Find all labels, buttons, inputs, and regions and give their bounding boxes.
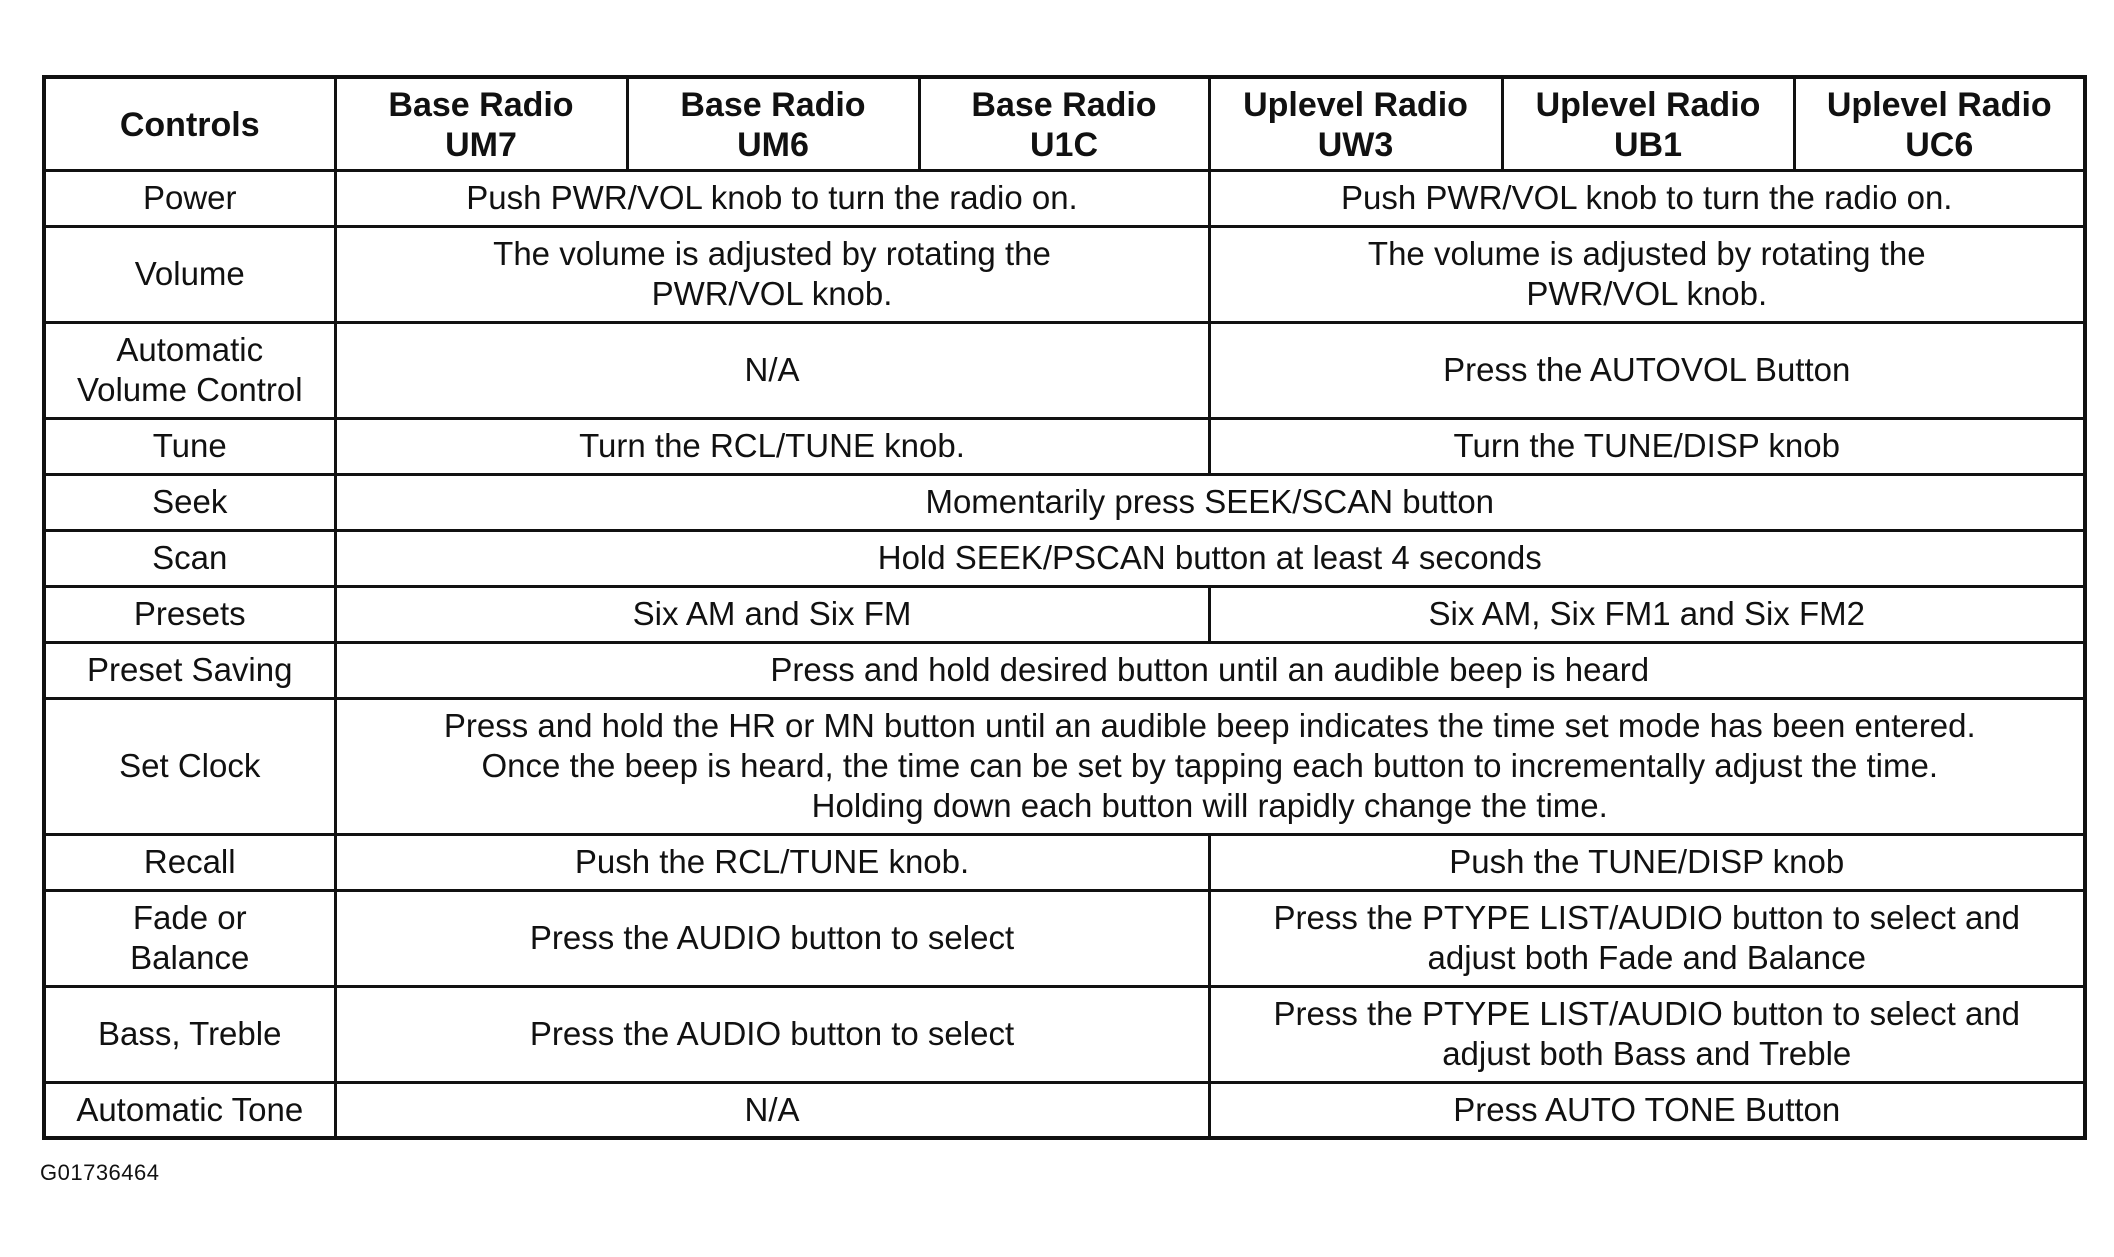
table-row-scan [44,530,2085,586]
table-row-volume [44,226,2085,322]
cell-text: Press the AUDIO button to select [529,1015,1015,1052]
header-uw3 [1209,77,1502,170]
row-label-recall [44,834,335,890]
row-label-power [44,170,335,226]
header-row [44,77,2085,170]
cell-text: Push the TUNE/DISP knob [1449,843,1845,880]
cell-text: Press and hold the HR or MN button until an audible beep indicates the time set mode has been entered. [443,707,1976,744]
row-label-text: Presets [133,595,246,632]
row-label-set-clock [44,698,335,834]
row-label-text: Volume Control [76,371,303,408]
cell-text: Push PWR/VOL knob to turn the radio on. [1341,179,1953,216]
cell-text: Press the PTYPE LIST/AUDIO button to select and [1273,995,2020,1032]
header-um7 [335,77,627,170]
row-label-text: Bass, Treble [98,1015,282,1052]
header-ub1-line2: UB1 [1613,125,1683,164]
cell-set-clock-all [335,698,2085,834]
table-row-auto-tone [44,1082,2085,1138]
row-label-text: Preset Saving [87,651,293,688]
row-label-text: Automatic [116,331,264,368]
cell-text: Six AM and Six FM [632,595,912,632]
table-row-set-clock [44,698,2085,834]
row-label-scan [44,530,335,586]
cell-presets-base [335,586,1209,642]
header-u1c [919,77,1209,170]
cell-text: Press the PTYPE LIST/AUDIO button to select and [1273,899,2020,936]
cell-text: Press the AUDIO button to select [529,919,1015,956]
row-label-text: Tune [152,427,227,464]
cell-auto-volume-uplevel [1209,322,2085,418]
cell-text: adjust both Fade and Balance [1427,939,1866,976]
header-um6 [627,77,919,170]
row-label-presets [44,586,335,642]
header-uw3-line2: UW3 [1317,125,1394,164]
header-uw3-line1: Uplevel Radio [1243,85,1468,124]
header-u1c-line1: Base Radio [971,85,1157,124]
table-row-power [44,170,2085,226]
radio-controls-table [42,75,2087,1140]
cell-text: Turn the TUNE/DISP knob [1453,427,1840,464]
cell-recall-base [335,834,1209,890]
header-um7-line2: UM7 [445,125,517,164]
row-label-text: Volume [134,255,245,292]
row-label-tune [44,418,335,474]
cell-power-base [335,170,1209,226]
table-row-auto-volume [44,322,2085,418]
header-controls-label: Controls [119,105,260,144]
cell-text: Momentarily press SEEK/SCAN button [925,483,1495,520]
cell-text: Push PWR/VOL knob to turn the radio on. [466,179,1078,216]
header-um6-line2: UM6 [737,125,809,164]
row-label-text: Balance [130,939,250,976]
cell-presets-uplevel [1209,586,2085,642]
table-row-seek [44,474,2085,530]
cell-fade-balance-uplevel [1209,890,2085,986]
cell-scan-all [335,530,2085,586]
cell-tune-base [335,418,1209,474]
table-row-fade-balance [44,890,2085,986]
figure-id-label: G01736464 [40,1160,160,1185]
row-label-auto-volume [44,322,335,418]
cell-text: Press AUTO TONE Button [1453,1090,1841,1128]
header-u1c-line2: U1C [1029,125,1099,164]
row-label-auto-tone [44,1082,335,1138]
header-uc6 [1794,77,2085,170]
cell-text: Push the RCL/TUNE knob. [574,843,970,880]
row-label-fade-balance [44,890,335,986]
cell-text: N/A [744,1090,800,1128]
row-label-bass-treble [44,986,335,1082]
header-uc6-line1: Uplevel Radio [1826,85,2052,124]
cell-text: N/A [744,351,800,388]
row-label-text: Power [142,179,237,216]
row-label-seek [44,474,335,530]
cell-bass-treble-uplevel [1209,986,2085,1082]
cell-preset-saving-all [335,642,2085,698]
header-um6-line1: Base Radio [680,85,866,124]
row-label-text: Scan [152,539,228,576]
row-label-volume [44,226,335,322]
table-row-recall [44,834,2085,890]
cell-auto-volume-base [335,322,1209,418]
cell-auto-tone-base [335,1082,1209,1138]
cell-text: The volume is adjusted by rotating the [1367,235,1926,272]
header-uc6-line2: UC6 [1905,125,1974,164]
cell-auto-tone-uplevel [1209,1082,2085,1138]
cell-recall-uplevel [1209,834,2085,890]
cell-text: Once the beep is heard, the time can be set by tapping each button to incrementally adjust the time. [481,747,1939,784]
row-label-text: Recall [143,843,236,880]
cell-text: adjust both Bass and Treble [1442,1035,1852,1072]
table-row-bass-treble [44,986,2085,1082]
row-label-text: Set Clock [119,747,261,784]
row-label-text: Automatic Tone [76,1090,304,1128]
cell-text: Six AM, Six FM1 and Six FM2 [1428,595,1865,632]
cell-text: Holding down each button will rapidly change the time. [811,787,1608,824]
cell-fade-balance-base [335,890,1209,986]
cell-power-uplevel [1209,170,2085,226]
header-um7-line1: Base Radio [388,85,574,124]
cell-text: Hold SEEK/PSCAN button at least 4 seconds [877,539,1542,576]
cell-text: Press the AUTOVOL Button [1443,351,1851,388]
header-controls [44,77,335,170]
table-row-preset-saving [44,642,2085,698]
cell-volume-uplevel [1209,226,2085,322]
cell-bass-treble-base [335,986,1209,1082]
table-row-presets [44,586,2085,642]
cell-text: Turn the RCL/TUNE knob. [579,427,965,464]
row-label-text: Seek [152,483,228,520]
row-label-text: Fade or [132,899,247,936]
cell-seek-all [335,474,2085,530]
cell-text: PWR/VOL knob. [651,275,893,312]
cell-text: The volume is adjusted by rotating the [493,235,1051,272]
cell-volume-base [335,226,1209,322]
cell-tune-uplevel [1209,418,2085,474]
header-ub1 [1502,77,1794,170]
table-row-tune [44,418,2085,474]
row-label-preset-saving [44,642,335,698]
cell-text: PWR/VOL knob. [1526,275,1768,312]
cell-text: Press and hold desired button until an audible beep is heard [770,651,1650,688]
header-ub1-line1: Uplevel Radio [1535,85,1761,124]
